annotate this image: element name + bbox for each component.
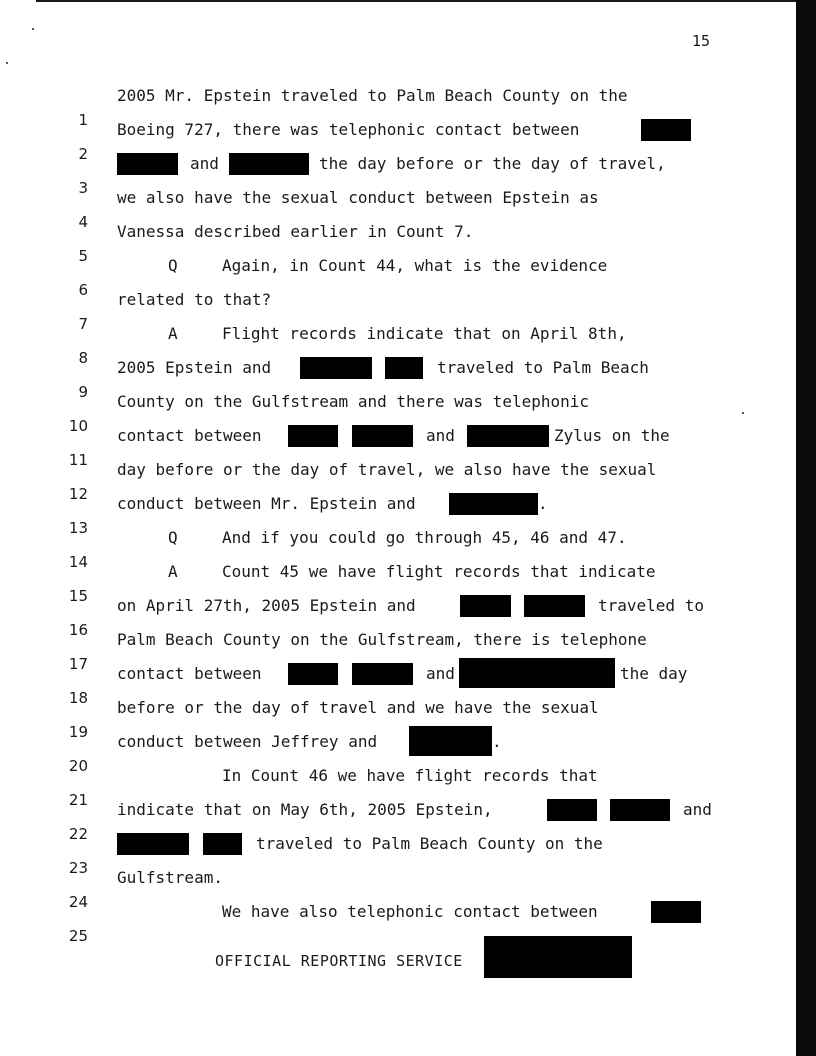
line-number: 3: [78, 179, 88, 197]
transcript-line: [0, 560, 796, 605]
line-text: the day: [620, 664, 688, 683]
transcript-line: [0, 798, 796, 843]
footer-reporting-service: OFFICIAL REPORTING SERVICE: [215, 952, 463, 970]
line-text: and: [426, 664, 455, 683]
line-text: conduct between Jeffrey and: [117, 732, 378, 751]
transcript-line: [0, 152, 796, 197]
line-text: before or the day of travel and we have the sexual: [117, 698, 599, 717]
transcript-line: [0, 356, 796, 401]
line-number: 15: [68, 587, 88, 605]
redaction-box: [641, 119, 691, 141]
line-number: 12: [68, 485, 88, 503]
redaction-box: [524, 595, 585, 617]
line-number: 17: [68, 655, 88, 673]
line-text: indicate that on May 6th, 2005 Epstein,: [117, 800, 493, 819]
transcript-line: [0, 424, 796, 469]
transcript-line: [0, 322, 796, 367]
line-text: contact between: [117, 426, 262, 445]
line-text: and: [190, 154, 219, 173]
line-text: Zylus on the: [554, 426, 670, 445]
line-number: 13: [68, 519, 88, 537]
line-number: 19: [68, 723, 88, 741]
transcript-line: [0, 730, 796, 775]
line-text: we also have the sexual conduct between Epstein as: [117, 188, 599, 207]
redaction-box: [117, 153, 178, 175]
line-text: and: [683, 800, 712, 819]
line-text: Palm Beach County on the Gulfstream, there is telephone: [117, 630, 647, 649]
line-number: 18: [68, 689, 88, 707]
line-text: related to that?: [117, 290, 272, 309]
transcript-line: [0, 458, 796, 503]
scan-edge-bar: [796, 0, 816, 1056]
line-text: conduct between Mr. Epstein and: [117, 494, 416, 513]
redaction-box: [203, 833, 242, 855]
line-number: 14: [68, 553, 88, 571]
redaction-box: [547, 799, 597, 821]
line-number: 2: [78, 145, 88, 163]
line-text: the day before or the day of travel,: [319, 154, 666, 173]
redaction-box: [352, 663, 413, 685]
transcript-line: [0, 254, 796, 299]
transcript-line: [0, 628, 796, 673]
redaction-box: [288, 425, 338, 447]
line-text: traveled to Palm Beach County on the: [256, 834, 603, 853]
transcript-line: [0, 866, 796, 911]
answer-marker: A: [168, 562, 178, 581]
transcript-line: [0, 390, 796, 435]
page-number: 15: [692, 32, 711, 50]
transcript-line: [0, 526, 796, 571]
line-text: traveled to Palm Beach: [437, 358, 649, 377]
line-number: 21: [68, 791, 88, 809]
line-text: .: [492, 732, 502, 751]
question-marker: Q: [168, 256, 178, 275]
line-number: 4: [78, 213, 88, 231]
line-text: Vanessa described earlier in Count 7.: [117, 222, 474, 241]
line-number: 16: [68, 621, 88, 639]
line-text: traveled to: [598, 596, 704, 615]
line-text: contact between: [117, 664, 262, 683]
scan-speck: [6, 62, 8, 64]
line-number: 9: [78, 383, 88, 401]
line-number: 6: [78, 281, 88, 299]
transcript-line: [0, 594, 796, 639]
line-text: We have also telephonic contact between: [222, 902, 598, 921]
redaction-box: [651, 901, 701, 923]
line-text: 2005 Epstein and: [117, 358, 272, 377]
line-text: Boeing 727, there was telephonic contact between: [117, 120, 580, 139]
transcript-line: [0, 900, 796, 945]
redaction-box: [300, 357, 372, 379]
line-number: 23: [68, 859, 88, 877]
redaction-box: [352, 425, 413, 447]
question-marker: Q: [168, 528, 178, 547]
line-text: Count 45 we have flight records that indicate: [222, 562, 656, 581]
transcript-line: [0, 696, 796, 741]
redaction-box: [117, 833, 189, 855]
line-number: 10: [68, 417, 88, 435]
transcript-line: [0, 832, 796, 877]
line-text: day before or the day of travel, we also have the sexual: [117, 460, 657, 479]
redaction-box: [459, 658, 615, 688]
line-text: In Count 46 we have flight records that: [222, 766, 598, 785]
redaction-box: [610, 799, 670, 821]
redaction-box: [288, 663, 338, 685]
redaction-box: [229, 153, 309, 175]
line-number: 20: [68, 757, 88, 775]
transcript-line: [0, 220, 796, 265]
transcript-line: [0, 118, 796, 163]
line-text: 2005 Mr. Epstein traveled to Palm Beach County on the: [117, 86, 628, 105]
redaction-box: [385, 357, 423, 379]
line-number: 8: [78, 349, 88, 367]
transcript-line: [0, 186, 796, 231]
transcript-line: [0, 492, 796, 537]
transcript-line: [0, 764, 796, 809]
line-text: Flight records indicate that on April 8th,: [222, 324, 627, 343]
line-text: on April 27th, 2005 Epstein and: [117, 596, 416, 615]
transcript-line: [0, 662, 796, 707]
line-text: Again, in Count 44, what is the evidence: [222, 256, 608, 275]
footer-redaction-box: [484, 936, 632, 978]
transcript-line: [0, 84, 796, 129]
line-number: 11: [68, 451, 88, 469]
line-number: 24: [68, 893, 88, 911]
redaction-box: [449, 493, 538, 515]
line-number: 25: [68, 927, 88, 945]
line-number: 5: [78, 247, 88, 265]
line-number: 7: [78, 315, 88, 333]
transcript-line: [0, 288, 796, 333]
scan-speck: [32, 28, 34, 30]
line-text: .: [538, 494, 548, 513]
line-text: Gulfstream.: [117, 868, 223, 887]
page-top-rule: [36, 0, 796, 2]
redaction-box: [409, 726, 492, 756]
line-text: and: [426, 426, 455, 445]
line-number: 1: [78, 111, 88, 129]
answer-marker: A: [168, 324, 178, 343]
line-text: And if you could go through 45, 46 and 47.: [222, 528, 627, 547]
redaction-box: [460, 595, 511, 617]
line-number: 22: [68, 825, 88, 843]
redaction-box: [467, 425, 549, 447]
line-text: County on the Gulfstream and there was telephonic: [117, 392, 590, 411]
